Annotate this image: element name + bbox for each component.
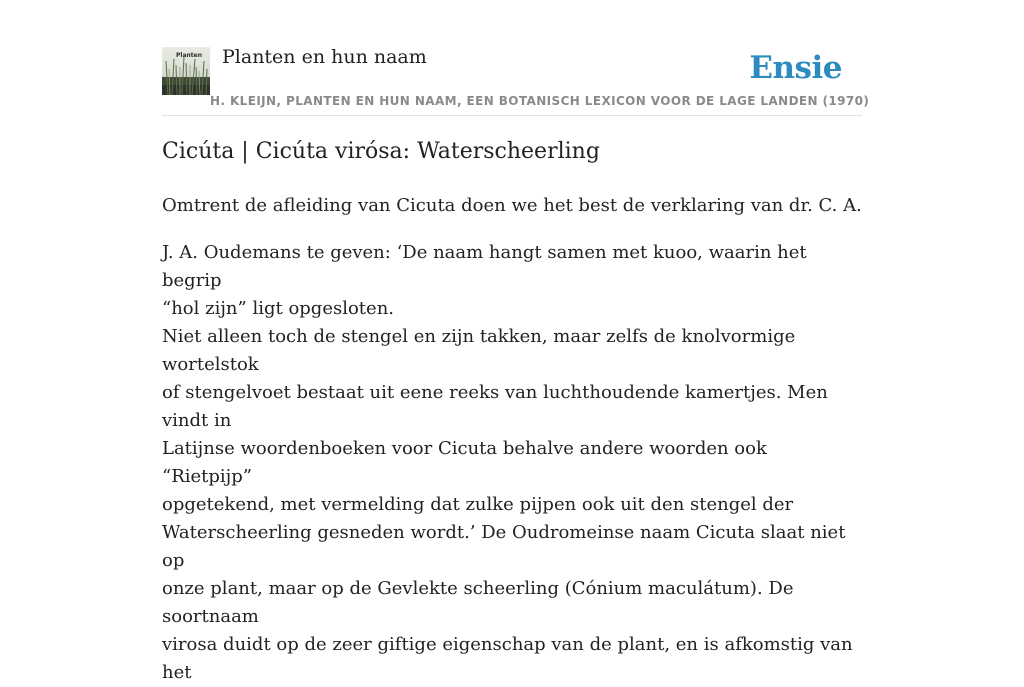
ensie-logo[interactable]: Ensie	[749, 50, 842, 86]
paragraph: J. A. Oudemans te geven: ‘De naam hangt samen met kuoo, waarin het begrip “hol zijn” ligt opgesloten.	[162, 242, 807, 319]
source-subtitle: H. KLEIJN, PLANTEN EN HUN NAAM, EEN BOTANISCH LEXICON VOOR DE LAGE LANDEN (1970)	[210, 94, 870, 108]
paragraph: Omtrent de afleiding van Cicuta doen we het best de verklaring van dr. C. A.	[162, 195, 862, 216]
entry-title: Cicúta | Cicúta virósa: Waterscheerling	[162, 139, 600, 164]
paragraph: Niet alleen toch de stengel en zijn takken, maar zelfs de knolvormige wortelstok of stengelvoet bestaat uit eene reeks van luchthoudende kamertjes. Men vindt in Latijnse woordenboeken voor Cicuta behalve andere woorden ook “Rietpijp” opgetekend, met vermelding dat zulke pijpen ook uit den stengel der Waterscheerling gesneden wordt.’ De Oudromeinse naam Cicuta slaat niet op onze plant, maar op de Gevlekte scheerling (Cónium maculátum). De soortnaam virosa duidt op de zeer giftige eigenschap van de plant, en is afkomstig van het	[162, 326, 853, 683]
source-avatar[interactable]	[162, 47, 210, 95]
source-title[interactable]: Planten en hun naam	[222, 46, 427, 68]
source-header	[162, 44, 870, 116]
book-cover-image	[162, 47, 210, 95]
book-cover-label: Planten	[176, 52, 202, 59]
